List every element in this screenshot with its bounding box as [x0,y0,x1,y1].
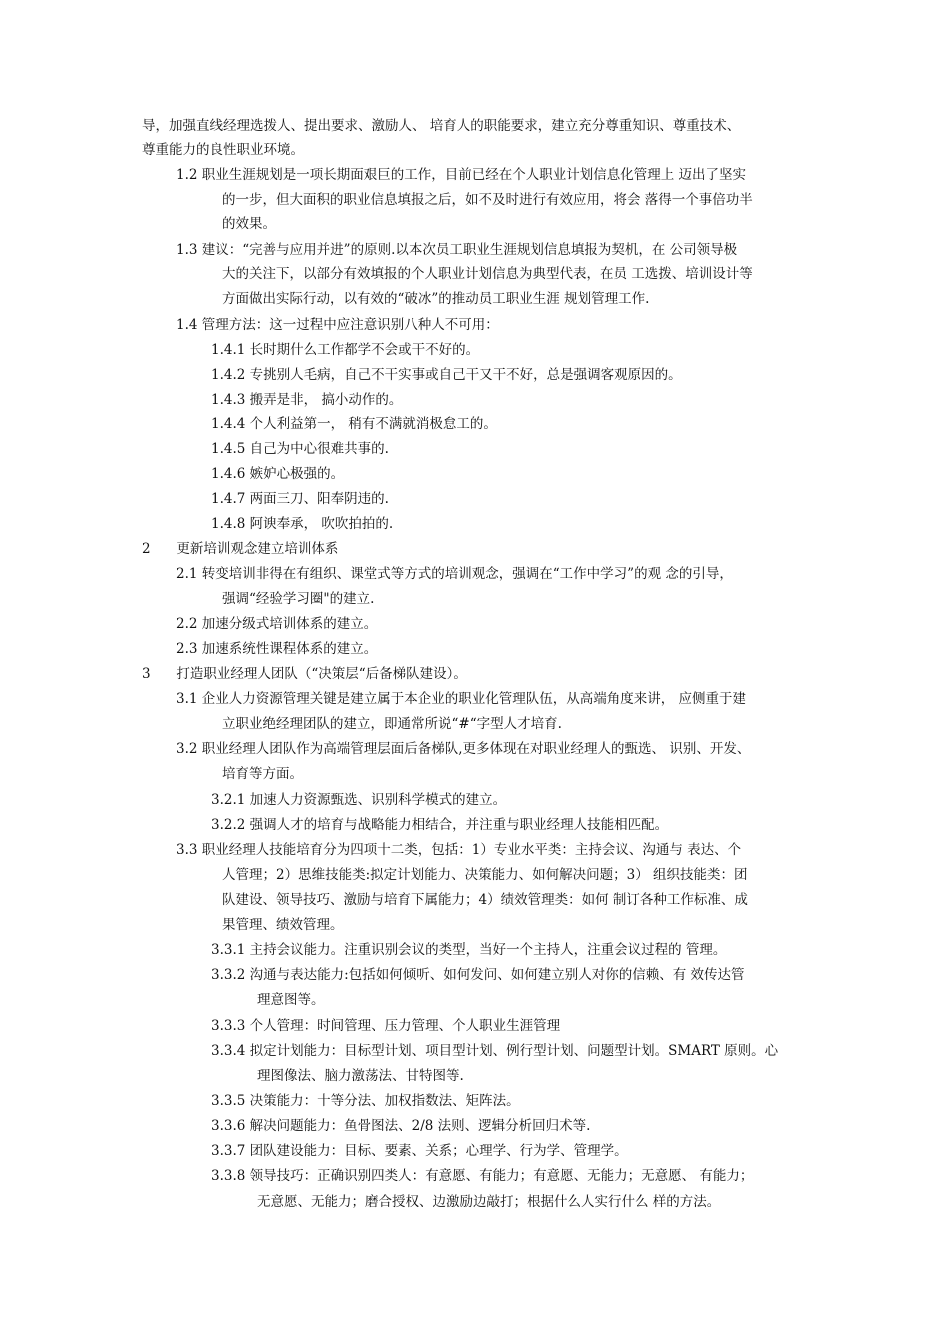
text-line: 队建设、领导技巧、激励与培育下属能力；4）绩效管理类：如何 制订各种工作标准、成 [222,892,748,908]
text-line: 3.3.7 团队建设能力：目标、要素、关系；心理学、行为学、管理学。 [211,1143,628,1159]
text-line: 3.3.2 沟通与表达能力:包括如何倾听、如何发问、如何建立别人对你的信赖、有 效传达管 [211,967,745,983]
text-line: 1.4.3 搬弄是非， 搞小动作的。 [211,392,403,408]
text-line: 方面做出实际行动，以有效的“破冰”的推动员工职业生涯 规划管理工作. [222,291,650,307]
text-line: 培育等方面。 [222,766,303,782]
text-line: 导，加强直线经理选拨人、提出要求、激励人、 培育人的职能要求，建立充分尊重知识、尊重技术、 [142,118,741,134]
text-line: 1.4.5 自己为中心很难共事的. [211,441,389,457]
text-line: 3.3.8 领导技巧：正确识别四类人：有意愿、有能力；有意愿、无能力；无意愿、 有能力； [211,1168,754,1184]
text-line: 1.4.7 两面三刀、阳奉阴违的. [211,491,389,507]
text-line: 1.4.2 专挑别人毛病，自己不干实事或自己干又干不好，总是强调客观原因的。 [211,367,682,383]
text-line: 立职业绝经理团队的建立，即通常所说“#“字型人才培育. [222,716,562,732]
text-line: 人管理；2）思维技能类:拟定计划能力、决策能力、如何解决问题；3） 组织技能类：团 [222,867,748,883]
text-line: 2.1 转变培训非得在有组织、课堂式等方式的培训观念，强调在“工作中学习”的观 念的引导， [176,566,733,582]
text-line: 理图像法、脑力激荡法、甘特图等. [257,1068,464,1084]
text-line: 大的关注下，以部分有效填报的个人职业计划信息为典型代表，在员 工选拨、培训设计等 [222,266,753,282]
text-line: 3.3.3 个人管理：时间管理、压力管理、个人职业生涯管理 [211,1018,561,1034]
text-line: 1.3 建议：“完善与应用并进”的原则.以本次员工职业生涯规划信息填报为契机，在 公司领导极 [176,242,738,258]
text-line: 理意图等。 [257,992,325,1008]
text-line: 1.4 管理方法：这一过程中应注意识别八种人不可用： [176,317,499,333]
text-line: 的一步，但大面积的职业信息填报之后，如不及时进行有效应用，将会 落得一个事倍功半 [222,192,753,208]
text-line: 3.2.2 强调人才的培育与战略能力相结合，并注重与职业经理人技能相匹配。 [211,817,669,833]
text-line: 1.4.6 嫉妒心极强的。 [211,466,345,482]
text-line: 1.2 职业生涯规划是一项长期面艰巨的工作，目前已经在个人职业计划信息化管理上 迈出了坚实 [176,167,747,183]
text-line: 尊重能力的良性职业环境。 [142,142,304,158]
text-line: 3.1 企业人力资源管理关键是建立属于本企业的职业化管理队伍，从高端角度来讲， 应侧重于建 [176,691,747,707]
text-line: 的效果。 [222,216,276,232]
text-line: 果管理、绩效管理。 [222,917,344,933]
text-line: 3.2 职业经理人团队作为高端管理层面后备梯队,更多体现在对职业经理人的甄选、 识别、开发、 [176,741,751,757]
text-line: 强调“经验学习圈"的建立. [222,591,375,607]
text-line: 无意愿、无能力；磨合授权、边激励边敲打；根据什么人实行什么 样的方法。 [257,1194,721,1210]
text-line: 2.3 加速系统性课程体系的建立。 [176,641,378,657]
text-line: 3.2.1 加速人力资源甄选、识别科学模式的建立。 [211,792,507,808]
text-line: 3.3 职业经理人技能培育分为四项十二类，包括：1）专业水平类：主持会议、沟通与 表达、个 [176,842,742,858]
text-line: 1.4.1 长时期什么工作都学不会或干不好的。 [211,342,480,358]
text-line: 1.4.8 阿谀奉承， 吹吹拍拍的. [211,516,394,532]
text-line: 1.4.4 个人利益第一， 稍有不满就消极怠工的。 [211,416,497,432]
section-heading: 2 更新培训观念建立培训体系 [142,541,339,557]
text-line: 3.3.4 拟定计划能力：目标型计划、项目型计划、例行型计划、问题型计划。SMART 原则。心 [211,1043,779,1059]
text-line: 3.3.5 决策能力：十等分法、加权指数法、矩阵法。 [211,1093,520,1109]
text-line: 3.3.1 主持会议能力。注重识别会议的类型，当好一个主持人，注重会议过程的 管理。 [211,942,727,958]
text-line: 3.3.6 解决问题能力：鱼骨图法、2/8 法则、逻辑分析回归术等. [211,1118,591,1134]
section-heading: 3 打造职业经理人团队（“决策层“后备梯队建设）。 [142,666,467,682]
text-line: 2.2 加速分级式培训体系的建立。 [176,616,378,632]
